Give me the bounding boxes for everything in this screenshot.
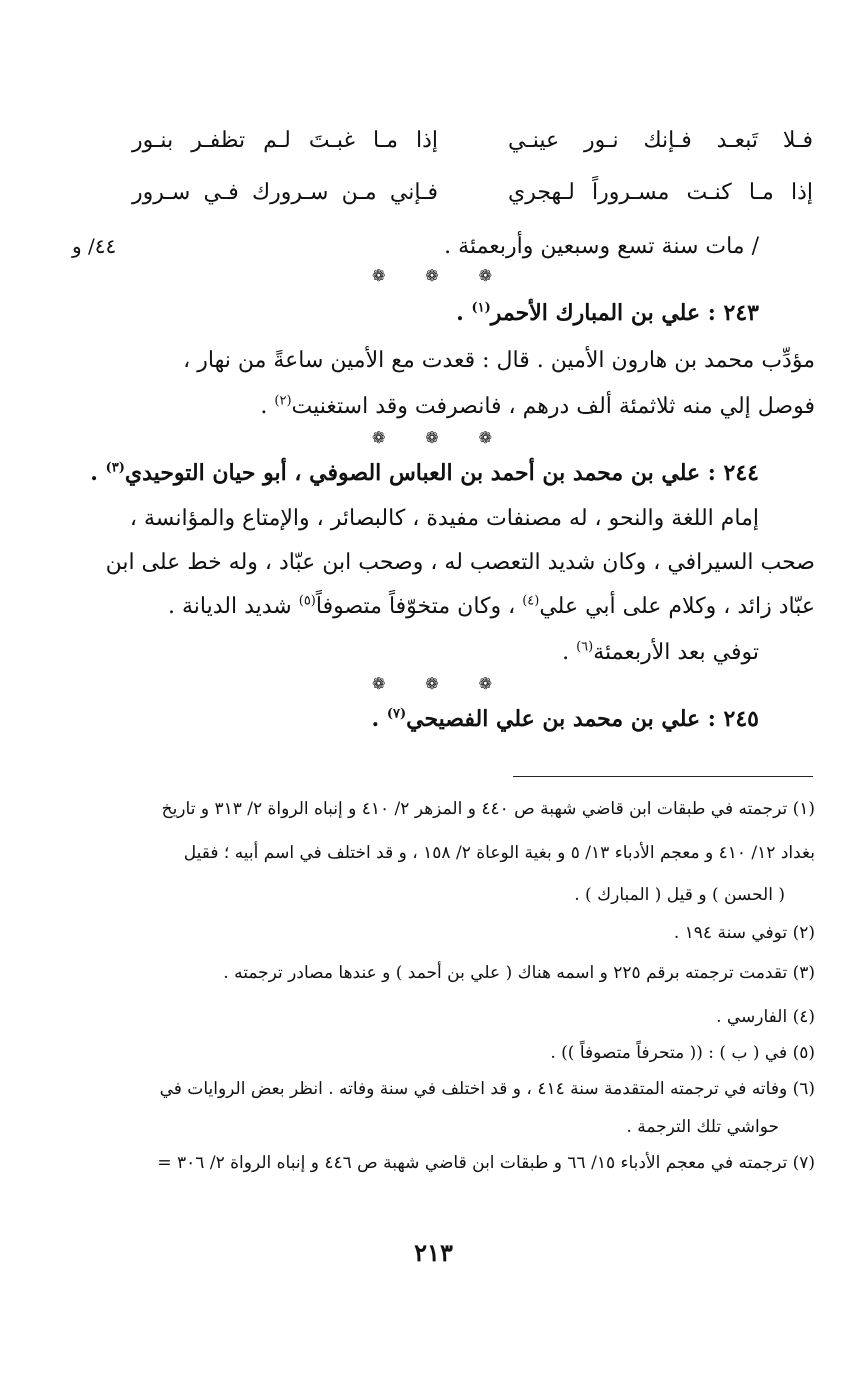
separator-flower-icon: ❁ (478, 674, 492, 693)
footnote-ref-4: (٤) (522, 593, 540, 609)
footnote-1-line-2: بغداد ١٢/ ٤١٠ و معجم الأدباء ١٣/ ٥ و بغية الوعاة ٢/ ١٥٨ ، و قد اختلف في اسم أبيه ؛ فقيل (183, 843, 815, 863)
entry-244-heading-end: . (90, 460, 106, 486)
entry-243-heading (456, 298, 759, 328)
separator-flower-icon: ❁ (425, 674, 439, 693)
entry-244-line-4-text: توفي بعد الأربعمئة (593, 640, 759, 665)
footnote-ref-1: (١) (471, 300, 491, 316)
entry-244-line-3-part-b: ، وكان متخوّفاً متصوفاً (315, 594, 523, 619)
entry-243-body-line-2 (260, 392, 815, 422)
entry-244-line-4-end: . (562, 640, 577, 665)
verse-2-first-hemistich: إذا مـا كنـت مسـروراً لـهجري (508, 180, 813, 205)
entry-243-heading-end: . (456, 300, 472, 326)
footnote-ref-6: (٦) (576, 639, 594, 655)
death-line: / مات سنة تسع وسبعين وأربعمئة . (444, 234, 759, 259)
separator-flower-icon: ❁ (372, 266, 386, 285)
entry-243-body-line-1: مؤدِّب محمد بن هارون الأمين . قال : قعدت مع الأمين ساعةً من نهار ، (183, 348, 815, 373)
footnote-ref-5: (٥) (298, 593, 316, 609)
entry-243-body-end: . (260, 394, 275, 419)
footnote-5: (٥) في ( ب ) : (( متحرفاً متصوفاً )) . (550, 1043, 815, 1063)
footnote-ref-7: (٧) (386, 706, 407, 722)
verse-2-second-hemistich: فـإني مـن سـرورك فـي سـرور (132, 180, 438, 205)
footnote-6-line-1: (٦) وفاته في ترجمته المتقدمة سنة ٤١٤ ، و قد اختلف في سنة وفاته . انظر بعض الروايات في (159, 1079, 815, 1099)
separator-ornament-1 (372, 264, 492, 288)
footnote-1-line-1: (١) ترجمته في طبقات ابن قاضي شهبة ص ٤٤٠ و المزهر ٢/ ٤١٠ و إنباه الرواة ٢/ ٣١٣ و تاريخ (161, 799, 815, 819)
entry-244-line-3-part-c: شديد الديانة . (168, 594, 299, 619)
footnote-7: (٧) ترجمته في معجم الأدباء ١٥/ ٦٦ و طبقات ابن قاضي شهبة ص ٤٤٦ و إنباه الرواة ٢/ ٣٠٦ = (157, 1153, 815, 1173)
footnote-3: (٣) تقدمت ترجمته برقم ٢٢٥ و اسمه هناك ( علي بن أحمد ) و عندها مصادر ترجمته . (223, 963, 815, 983)
entry-244-line-3-part-a: عبّاد زائد ، وكلام على أبي علي (539, 594, 815, 619)
entry-244-line-2: صحب السيرافي ، وكان شديد التعصب له ، وصحب ابن عبّاد ، وله خط على ابن (105, 550, 815, 575)
verse-1-second-hemistich: إذا مـا غبـتَ لـم تظفـر بنـور (132, 128, 438, 153)
entry-244-title: ٢٤٤ : علي بن محمد بن أحمد بن العباس الصوفي ، أبو حيان التوحيدي (124, 460, 759, 486)
entry-244-line-1: إمام اللغة والنحو ، له مصنفات مفيدة ، كالبصائر ، والإمتاع والمؤانسة ، (129, 506, 759, 531)
separator-ornament-3 (372, 672, 492, 696)
entry-245-heading-end: . (371, 706, 387, 732)
footnote-4: (٤) الفارسي . (716, 1007, 815, 1027)
footnote-ref-3: (٣) (105, 460, 125, 476)
separator-ornament-2 (372, 426, 492, 450)
footnote-ref-2: (٢) (274, 393, 292, 409)
separator-flower-icon: ❁ (372, 428, 386, 447)
separator-flower-icon: ❁ (372, 674, 386, 693)
entry-245-heading (372, 704, 760, 734)
entry-245-title: ٢٤٥ : علي بن محمد بن علي الفصيحي (406, 706, 759, 732)
entry-243-title: ٢٤٣ : علي بن المبارك الأحمر (490, 300, 759, 326)
separator-flower-icon: ❁ (425, 266, 439, 285)
footnote-divider (513, 776, 813, 777)
entry-244-heading (90, 458, 759, 488)
footnote-6-line-2: حواشي تلك الترجمة . (626, 1117, 779, 1137)
footnote-1-line-3: ( الحسن ) و قيل ( المبارك ) . (574, 885, 785, 905)
entry-244-line-4 (562, 638, 759, 668)
verse-1-first-hemistich: فـلا تَبعـد فـإنك نـور عينـي (508, 128, 813, 153)
page-number: ٢١٣ (414, 1238, 453, 1267)
separator-flower-icon: ❁ (425, 428, 439, 447)
entry-244-line-3 (168, 592, 815, 622)
separator-flower-icon: ❁ (478, 266, 492, 285)
separator-flower-icon: ❁ (478, 428, 492, 447)
entry-243-body-last: فوصل إلي منه ثلاثمئة ألف درهم ، فانصرفت وقد استغنيت (291, 394, 815, 419)
folio-margin-note: ٤٤/ و (72, 234, 117, 258)
footnote-2: (٢) توفي سنة ١٩٤ . (673, 923, 815, 943)
